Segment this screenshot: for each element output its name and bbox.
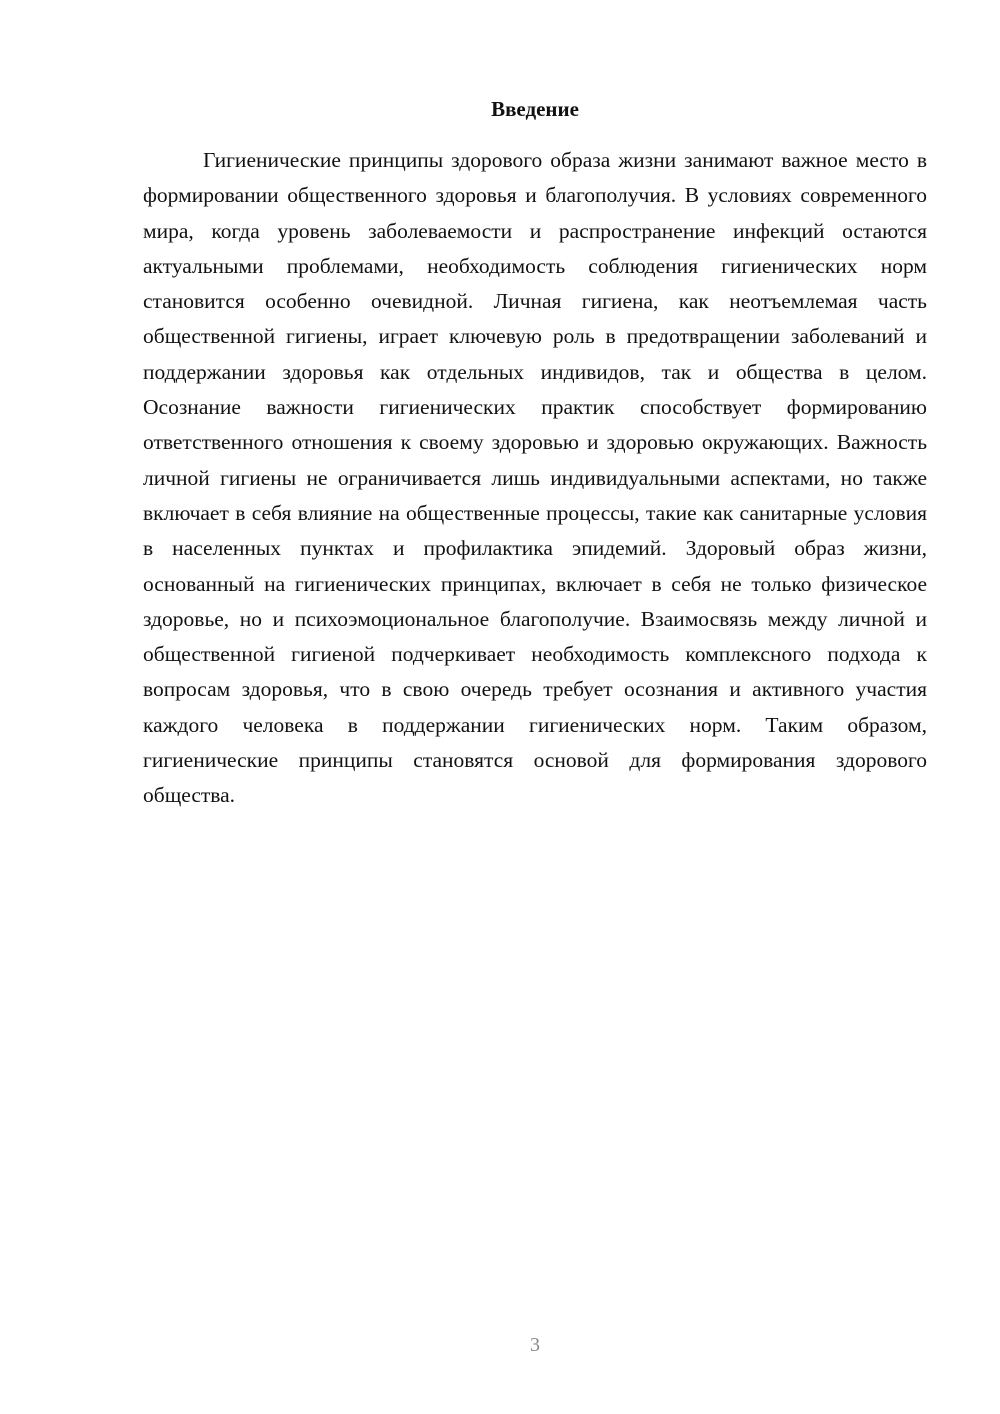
page-number: 3: [530, 1334, 540, 1356]
intro-paragraph: Гигиенические принципы здорового образа жизни занимают важное место в формировании общественного здоровья и благополучия. В условиях современного мира, когда уровень заболеваемости и распространение инфекций остаются актуальными проблемами, необходимость соблюдения гигиенических норм становится особенно очевидной. Личная гигиена, как неотъемлемая часть общественной гигиены, играет ключевую роль в предотвращении заболеваний и поддержании здоровья как отдельных индивидов, так и общества в целом. Осознание важности гигиенических практик способствует формированию ответственного отношения к своему здоровью и здоровью окружающих. Важность личной гигиены не ограничивается лишь индивидуальными аспектами, но также включает в себя влияние на общественные процессы, такие как санитарные условия в населенных пунктах и профилактика эпидемий. Здоровый образ жизни, основанный на гигиенических принципах, включает в себя не только физическое здоровье, но и психоэмоциональное благополучие. Взаимосвязь между личной и общественной гигиеной подчеркивает необходимость комплексного подхода к вопросам здоровья, что в свою очередь требует осознания и активного участия каждого человека в поддержании гигиенических норм. Таким образом, гигиенические принципы становятся основой для формирования здорового общества.: [143, 148, 927, 808]
section-heading: Введение: [491, 97, 579, 121]
